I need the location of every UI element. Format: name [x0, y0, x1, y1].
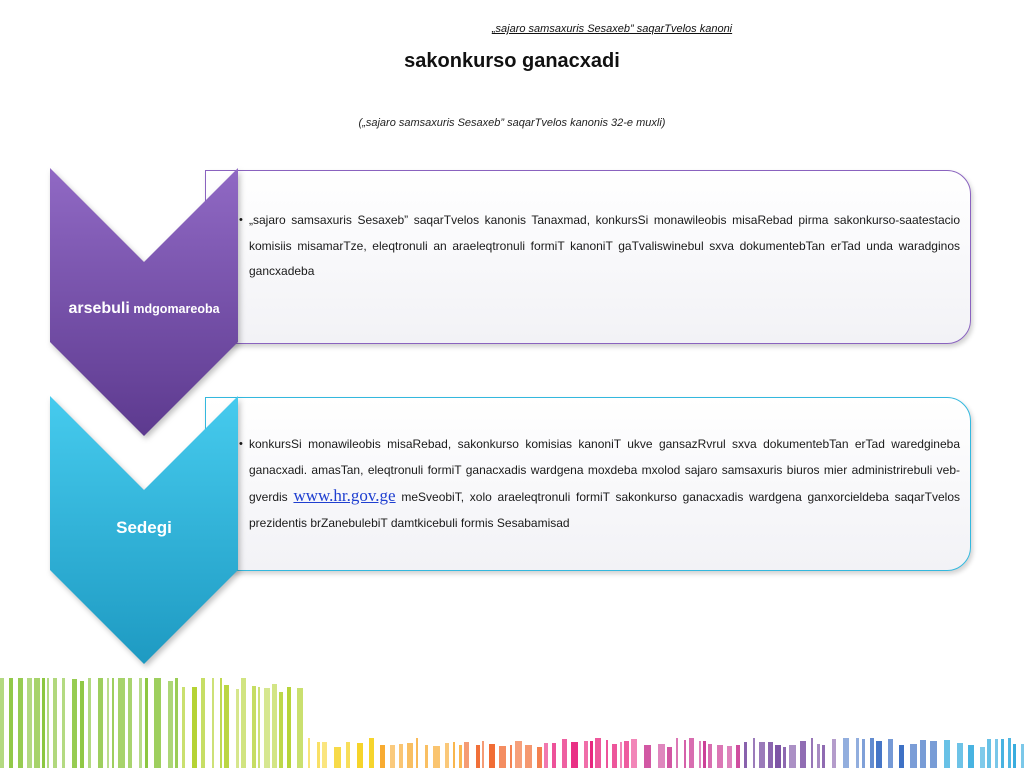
stripe	[98, 678, 103, 768]
stripe	[224, 685, 229, 768]
stripe	[789, 745, 796, 768]
stripe	[1008, 738, 1011, 768]
stripe	[317, 742, 320, 768]
stripe	[676, 738, 678, 768]
stripe	[910, 744, 917, 768]
stripe	[775, 745, 781, 768]
stripe	[811, 738, 813, 768]
stripe	[595, 738, 601, 768]
stripe	[476, 745, 480, 768]
stripe	[459, 745, 462, 768]
stripe	[843, 738, 849, 768]
stripe	[703, 741, 706, 768]
stripe	[699, 741, 701, 768]
stripe	[53, 678, 57, 768]
stripe	[644, 745, 651, 768]
page-subtitle: („sajaro samsaxuris Sesaxeb” saqarTvelos kanonis 32-e muxli)	[358, 117, 666, 129]
stripe	[279, 692, 283, 768]
stripe	[876, 741, 882, 768]
stripe	[112, 678, 114, 768]
stripe	[870, 738, 874, 768]
stripe	[708, 744, 712, 768]
chevron-label-bold: arsebuli	[68, 300, 130, 317]
stripe	[220, 678, 222, 768]
stripe	[684, 740, 686, 768]
stripe	[154, 678, 161, 768]
stripe	[667, 747, 672, 768]
stripe	[612, 744, 617, 768]
stripe	[236, 689, 239, 768]
stripe	[369, 738, 374, 768]
stripe	[957, 743, 963, 768]
result-description-part-2: meSveobiT, xolo araeleqtronuli formiT sakonkurso ganacxadis wardgena ganxorcieldeba saqarTvelos prezidentis brZanebulebiT damtkicebuli formis Sesabamisad	[249, 490, 960, 530]
stripe	[768, 742, 773, 768]
stripe	[515, 741, 522, 768]
stripe	[258, 687, 260, 768]
stripe	[322, 742, 327, 768]
stripe	[0, 678, 4, 768]
stripe	[47, 678, 49, 768]
stripe	[689, 738, 694, 768]
step-card-text	[239, 432, 960, 536]
stripe	[753, 738, 755, 768]
stripe	[287, 687, 291, 768]
page-title: sakonkurso ganacxadi	[404, 50, 620, 72]
stripe	[346, 742, 350, 768]
stripe	[510, 745, 512, 768]
stripe	[201, 678, 205, 768]
stripe	[357, 743, 363, 768]
stripe	[759, 742, 765, 768]
stripe	[380, 745, 385, 768]
stripe	[620, 742, 622, 768]
stripe	[980, 747, 985, 768]
stripe	[272, 684, 277, 768]
stripe	[590, 741, 593, 768]
stripe	[145, 678, 148, 768]
stripe	[658, 744, 665, 768]
stripe	[482, 741, 484, 768]
stripe	[88, 678, 91, 768]
stripe	[139, 678, 142, 768]
step-card-result	[205, 397, 971, 571]
stripe	[862, 739, 865, 768]
stripe	[168, 681, 173, 768]
stripe	[800, 741, 806, 768]
stripe	[118, 678, 125, 768]
stripe	[212, 678, 214, 768]
stripe	[264, 688, 270, 768]
stripe	[334, 747, 341, 768]
stripe	[817, 744, 820, 768]
stripe	[584, 741, 588, 768]
chevron-label-current-state	[50, 300, 238, 318]
stripe	[416, 738, 418, 768]
bullet-icon: •	[239, 438, 243, 450]
stripe	[175, 678, 178, 768]
stripe	[192, 687, 197, 768]
stripe	[128, 678, 132, 768]
stripe	[42, 678, 45, 768]
chevron-result	[50, 396, 238, 664]
stripe	[464, 742, 469, 768]
stripe	[489, 744, 495, 768]
stripe	[107, 678, 109, 768]
stripe	[783, 747, 786, 768]
stripe	[920, 740, 926, 768]
stripe	[571, 742, 578, 768]
stripe	[1001, 739, 1004, 768]
bullet-icon: •	[239, 214, 243, 226]
stripe	[552, 743, 556, 768]
law-reference-header: „sajaro samsaxuris Sesaxeb” saqarTvelos kanoni	[491, 23, 733, 35]
stripe	[407, 743, 413, 768]
stripe	[562, 739, 567, 768]
stripe	[445, 743, 449, 768]
stripe	[433, 746, 440, 768]
stripe	[717, 745, 723, 768]
chevron-label-result: Sedegi	[116, 518, 172, 537]
stripe	[425, 745, 428, 768]
stripe	[624, 741, 629, 768]
stripe	[525, 745, 532, 768]
stripe	[987, 739, 991, 768]
stripe	[252, 686, 256, 768]
stripe	[899, 745, 904, 768]
stripe	[27, 678, 32, 768]
stripe	[744, 742, 747, 768]
stripe	[399, 744, 403, 768]
result-description-part-1: konkursSi monawileobis misaRebad, sakonkurso komisias kanoniT ukve gansazRvrul sxva dokumentebTan erTad waredgineba ganacxadi. amasTan, eleqtronuli formiT ganacxadis wardgena moxdeba mxolod sajaro samsaxuris biuros mier administrirebuli veb-gverdis	[249, 437, 960, 504]
stripe	[499, 746, 506, 768]
stripe	[822, 745, 825, 768]
stripe	[968, 745, 974, 768]
stripe	[930, 741, 937, 768]
stripe	[18, 678, 23, 768]
decorative-stripes	[0, 678, 1024, 768]
stripe	[888, 739, 893, 768]
stripe	[1013, 744, 1016, 768]
step-card-current-state	[205, 170, 971, 344]
stripe	[944, 740, 950, 768]
stripe	[631, 739, 637, 768]
stripe	[62, 678, 65, 768]
stripe	[80, 681, 84, 768]
step-card-text	[239, 208, 960, 285]
stripe	[995, 739, 998, 768]
stripe	[297, 688, 303, 768]
chevron-label-rest: mdgomareoba	[133, 302, 220, 316]
hr-gov-link[interactable]: www.hr.gov.ge	[293, 486, 396, 505]
stripe	[308, 738, 310, 768]
stripe	[72, 679, 77, 768]
stripe	[544, 743, 548, 768]
stripe	[832, 739, 836, 768]
stripe	[9, 678, 13, 768]
stripe	[606, 740, 608, 768]
stripe	[727, 746, 732, 768]
stripe	[241, 678, 246, 768]
stripe	[856, 738, 859, 768]
current-state-description: „sajaro samsaxuris Sesaxeb” saqarTvelos kanonis Tanaxmad, konkursSi monawileobis misaRebad pirma sakonkurso-saatestacio komisiis misamarTze, eleqtronuli an araeleqtronuli formiT kanoniT gaTvaliswinebul sxva dokumentebTan erTad unda waradginos gancxadeba	[249, 213, 960, 278]
stripe	[182, 687, 185, 768]
stripe	[537, 747, 542, 768]
stripe	[390, 745, 395, 768]
stripe	[736, 745, 740, 768]
stripe	[34, 678, 40, 768]
stripe	[453, 742, 455, 768]
